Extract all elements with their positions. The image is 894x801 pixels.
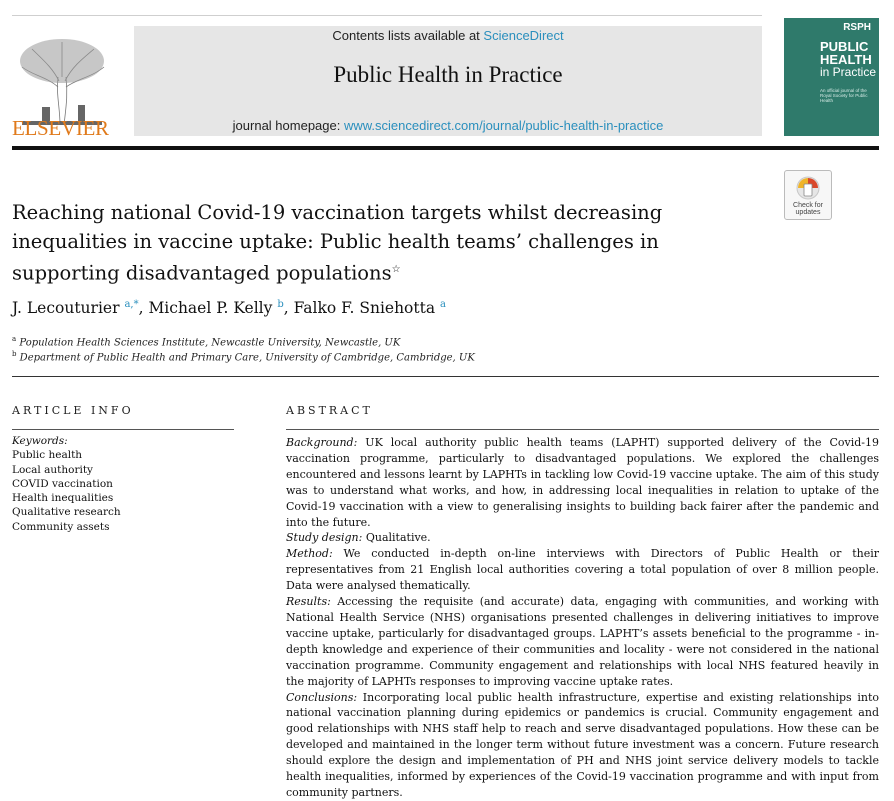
affiliation-text: Department of Public Health and Primary Care, University of Cambridge, Cambridge, UK	[19, 352, 475, 364]
affiliation	[12, 350, 475, 363]
section-divider	[12, 376, 879, 377]
keyword-item: Public health	[12, 449, 83, 462]
badge-line2: updates	[795, 209, 821, 216]
keywords-label: Keywords:	[12, 435, 68, 447]
abstract-label: Background:	[286, 436, 358, 449]
abstract-label: Method:	[286, 547, 333, 561]
keywords-list	[12, 434, 121, 534]
check-for-updates-button[interactable]	[784, 170, 832, 220]
cover-title	[820, 40, 876, 79]
keyword-item: Qualitative research	[12, 506, 121, 519]
cover-rsph: RSPH	[843, 22, 871, 33]
contents-line	[134, 28, 762, 43]
abstract-conclusions	[286, 690, 879, 801]
abstract-label: Results:	[286, 595, 331, 609]
abstract-background	[286, 435, 879, 530]
journal-banner	[134, 26, 762, 136]
abstract-text: Accessing the requisite (and accurate) data, engaging with communities, and working with National Health Service (NHS) organisations presented challenges in delivering initiatives to improve vaccine uptake, particularly for disadvantaged groups. LAPHT’s assets beneficial to the programme - in-depth knowledge and experience of their communities and locality - were not considered in the national vaccination programme. Community engagement and relationships with local NHS featured heavily in the majority of LAPHTs responses to improving vaccine uptake rates.	[286, 595, 880, 688]
journal-cover[interactable]	[784, 18, 879, 136]
keyword-item: Health inequalities	[12, 492, 114, 505]
author-affil-mark[interactable]: b	[277, 299, 284, 310]
badge-line1: Check for	[793, 202, 823, 209]
abstract-method	[286, 546, 879, 594]
top-rule	[12, 15, 762, 16]
check-updates-icon	[793, 174, 823, 204]
homepage-prefix: journal homepage:	[232, 118, 341, 133]
abstract-rule	[286, 429, 879, 430]
abstract-results	[286, 594, 879, 689]
homepage-line	[134, 118, 762, 133]
keyword-item: Community assets	[12, 520, 110, 533]
affiliation-mark: b	[12, 350, 17, 358]
affiliation-text: Population Health Sciences Institute, Newcastle University, Newcastle, UK	[19, 337, 401, 349]
sciencedirect-link[interactable]: ScienceDirect	[483, 28, 564, 43]
abstract-text: UK local authority public health teams (LAPHT) supported delivery of the Covid-19 vaccination programme, particularly to disadvantaged populations. We explored the challenges encountered and lessons learnt by LAPHTs in tackling low Covid-19 vaccine uptake. The aim of this study was to understand what works, and how, in addressing local inequalities in relation to uptake of the Covid-19 vaccination with a view to generalising insights to building back fairer after the pandemic and into the future.	[286, 436, 879, 529]
affiliation	[12, 335, 400, 348]
cover-line1: PUBLIC	[820, 39, 869, 54]
cover-line2: HEALTH	[820, 52, 872, 67]
cover-line3: in Practice	[820, 65, 877, 79]
abstract-text: Incorporating local public health infrastructure, expertise and existing relationships into national vaccination planning during epidemics or pandemics is crucial. Community engagement and good relationships with NHS staff help to reach and serve disadvantaged populations. How these can be developed and maintained in the longer term without future investment was a concern. Future research should explore the design and implementation of PH and NHS joint service delivery models to tackle health inequalities, informed by experiences of the Covid-19 vaccination programme and with input from community partners.	[286, 690, 879, 799]
keyword-item: COVID vaccination	[12, 477, 113, 490]
affiliation-mark: a	[12, 335, 17, 343]
title-footnote-mark[interactable]: ☆	[391, 264, 401, 275]
author-affil-mark[interactable]: a,*	[124, 299, 139, 310]
abstract-body	[286, 435, 879, 801]
author-affil-mark[interactable]: a	[440, 299, 446, 310]
abstract-study-design	[286, 530, 879, 546]
cover-subtitle: An official journal of the Royal Society for Public Health	[820, 88, 868, 103]
journal-title: Public Health in Practice	[333, 62, 563, 87]
keyword-item: Local authority	[12, 463, 93, 476]
publisher-wordmark: ELSEVIER	[12, 116, 109, 140]
abstract-heading: ABSTRACT	[286, 404, 373, 417]
article-info-heading: ARTICLE INFO	[12, 404, 134, 417]
contents-prefix: Contents lists available at	[332, 28, 480, 43]
author-list: J. Lecouturier $^{a,*}$, Michael P. Kelly $^b$, Falko F. Sniehotta $^a$	[12, 299, 446, 318]
article-title-text: Reaching national Covid-19 vaccination targets whilst decreasing inequalities in vaccine uptake: Public health teams’ challenges in supporting disadvantaged populations	[12, 201, 663, 285]
author-name[interactable]: Falko F. Sniehotta	[293, 299, 436, 318]
badge-text	[785, 202, 831, 216]
author-name[interactable]: J. Lecouturier	[12, 299, 120, 318]
homepage-link[interactable]: www.sciencedirect.com/journal/public-health-in-practice	[343, 118, 664, 133]
abstract-text: Qualitative.	[365, 531, 431, 545]
abstract-label: Study design:	[286, 531, 363, 545]
header-divider	[12, 146, 879, 150]
author-name[interactable]: Michael P. Kelly	[148, 299, 273, 318]
article-title	[12, 199, 712, 288]
abstract-text: We conducted in-depth on-line interviews with Directors of Public Health or their representatives from 21 English local authorities covering a total population of over 8 million people. Data were analysed thematically.	[286, 547, 879, 593]
abstract-label: Conclusions:	[286, 690, 358, 704]
article-info-rule	[12, 429, 234, 430]
